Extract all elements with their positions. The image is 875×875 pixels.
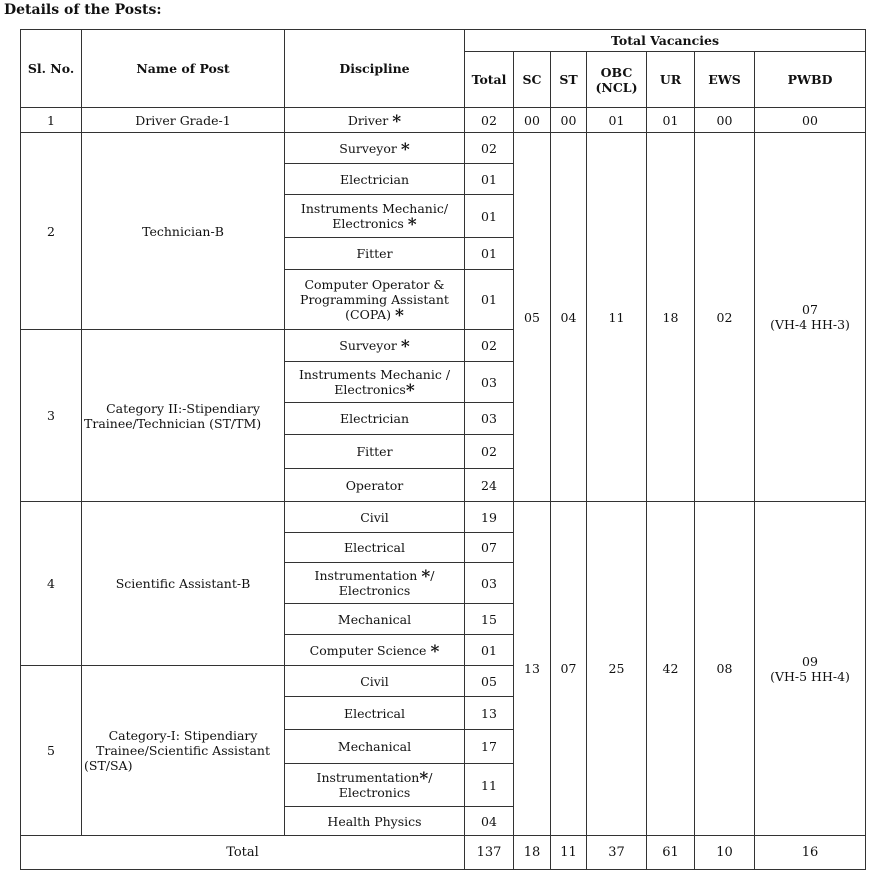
header-st: ST <box>551 52 587 108</box>
pwbd-cell: 07 (VH-4 HH-3) <box>755 133 866 502</box>
total-cell: 11 <box>465 764 514 807</box>
total-cell: 19 <box>465 502 514 533</box>
post-name-cell: Technician-B <box>82 133 285 330</box>
asterisk-mark: * <box>407 215 417 235</box>
table-row <box>21 133 866 164</box>
header-discipline: Discipline <box>285 30 465 108</box>
ur-cell: 01 <box>647 108 695 133</box>
discipline-cell: Surveyor * <box>285 133 465 164</box>
total-cell: 01 <box>465 164 514 195</box>
ur-cell: 18 <box>647 133 695 502</box>
total-obc-cell: 37 <box>587 836 647 870</box>
asterisk-mark: * <box>400 337 410 357</box>
sl-no-cell: 5 <box>21 666 82 836</box>
table-row <box>21 108 866 133</box>
discipline-cell: Fitter <box>285 238 465 270</box>
ews-cell: 02 <box>695 133 755 502</box>
total-cell: 01 <box>465 238 514 270</box>
ews-cell: 00 <box>695 108 755 133</box>
total-cell: 03 <box>465 403 514 435</box>
discipline-cell: Mechanical <box>285 604 465 635</box>
asterisk-mark: * <box>421 567 431 587</box>
total-cell: 02 <box>465 330 514 362</box>
total-pwbd-cell: 16 <box>755 836 866 870</box>
obc-cell: 11 <box>587 133 647 502</box>
table-row <box>21 502 866 533</box>
total-ur-cell: 61 <box>647 836 695 870</box>
grand-total-cell: 137 <box>465 836 514 870</box>
sl-no-cell: 2 <box>21 133 82 330</box>
discipline-cell: Mechanical <box>285 730 465 764</box>
total-sc-cell: 18 <box>514 836 551 870</box>
post-name-cell: Category II:-Stipendiary Trainee/Technician (ST/TM) <box>82 330 285 502</box>
total-cell: 04 <box>465 807 514 836</box>
total-cell: 07 <box>465 533 514 563</box>
header-pwbd: PWBD <box>755 52 866 108</box>
post-name-cell: Driver Grade-1 <box>82 108 285 133</box>
discipline-cell: Civil <box>285 666 465 697</box>
asterisk-mark: * <box>405 381 415 401</box>
post-name-cell: Scientific Assistant-B <box>82 502 285 666</box>
discipline-cell: Driver * <box>285 108 465 133</box>
header-sl-no: Sl. No. <box>21 30 82 108</box>
total-cell: 17 <box>465 730 514 764</box>
header-ur: UR <box>647 52 695 108</box>
sl-no-cell: 4 <box>21 502 82 666</box>
total-cell: 03 <box>465 563 514 604</box>
total-cell: 15 <box>465 604 514 635</box>
total-cell: 24 <box>465 469 514 502</box>
total-cell: 01 <box>465 635 514 666</box>
discipline-cell: Electrician <box>285 403 465 435</box>
pwbd-cell: 00 <box>755 108 866 133</box>
asterisk-mark: * <box>400 139 410 160</box>
st-cell: 07 <box>551 502 587 836</box>
sc-cell: 13 <box>514 502 551 836</box>
discipline-cell: Electrical <box>285 533 465 563</box>
asterisk-mark: * <box>392 111 402 132</box>
obc-cell: 25 <box>587 502 647 836</box>
totals-label: Total <box>21 836 465 870</box>
total-cell: 02 <box>465 133 514 164</box>
total-cell: 01 <box>465 195 514 238</box>
header-ews: EWS <box>695 52 755 108</box>
header-name-of-post: Name of Post <box>82 30 285 108</box>
total-st-cell: 11 <box>551 836 587 870</box>
st-cell: 04 <box>551 133 587 502</box>
header-total: Total <box>465 52 514 108</box>
header-total-vacancies: Total Vacancies <box>465 30 866 52</box>
sc-cell: 00 <box>514 108 551 133</box>
pwbd-cell: 09 (VH-5 HH-4) <box>755 502 866 836</box>
total-cell: 02 <box>465 435 514 469</box>
totals-row <box>21 836 866 870</box>
header-obc: OBC (NCL) <box>587 52 647 108</box>
header-sc: SC <box>514 52 551 108</box>
discipline-cell: Health Physics <box>285 807 465 836</box>
total-cell: 03 <box>465 362 514 403</box>
discipline-cell: Computer Science * <box>285 635 465 666</box>
total-cell: 13 <box>465 697 514 730</box>
total-ews-cell: 10 <box>695 836 755 870</box>
total-cell: 05 <box>465 666 514 697</box>
posts-table <box>20 29 866 870</box>
total-cell: 02 <box>465 108 514 133</box>
discipline-cell: Operator <box>285 469 465 502</box>
st-cell: 00 <box>551 108 587 133</box>
sl-no-cell: 3 <box>21 330 82 502</box>
discipline-cell: Computer Operator & Programming Assistant (COPA) * <box>285 270 465 330</box>
ur-cell: 42 <box>647 502 695 836</box>
discipline-cell: Surveyor * <box>285 330 465 362</box>
post-name-cell: Category-I: Stipendiary Trainee/Scientific Assistant (ST/SA) <box>82 666 285 836</box>
discipline-cell: Electrical <box>285 697 465 730</box>
page-heading: Details of the Posts: <box>4 2 162 18</box>
discipline-cell: Instrumentation */ Electronics <box>285 563 465 604</box>
discipline-cell: Fitter <box>285 435 465 469</box>
asterisk-mark: * <box>430 641 440 662</box>
discipline-cell: Instruments Mechanic/ Electronics * <box>285 195 465 238</box>
sc-cell: 05 <box>514 133 551 502</box>
discipline-cell: Civil <box>285 502 465 533</box>
total-cell: 01 <box>465 270 514 330</box>
discipline-cell: Instrumentation*/ Electronics <box>285 764 465 807</box>
discipline-cell: Instruments Mechanic / Electronics* <box>285 362 465 403</box>
ews-cell: 08 <box>695 502 755 836</box>
asterisk-mark: * <box>419 769 429 789</box>
sl-no-cell: 1 <box>21 108 82 133</box>
asterisk-mark: * <box>394 306 404 326</box>
discipline-cell: Electrician <box>285 164 465 195</box>
obc-cell: 01 <box>587 108 647 133</box>
